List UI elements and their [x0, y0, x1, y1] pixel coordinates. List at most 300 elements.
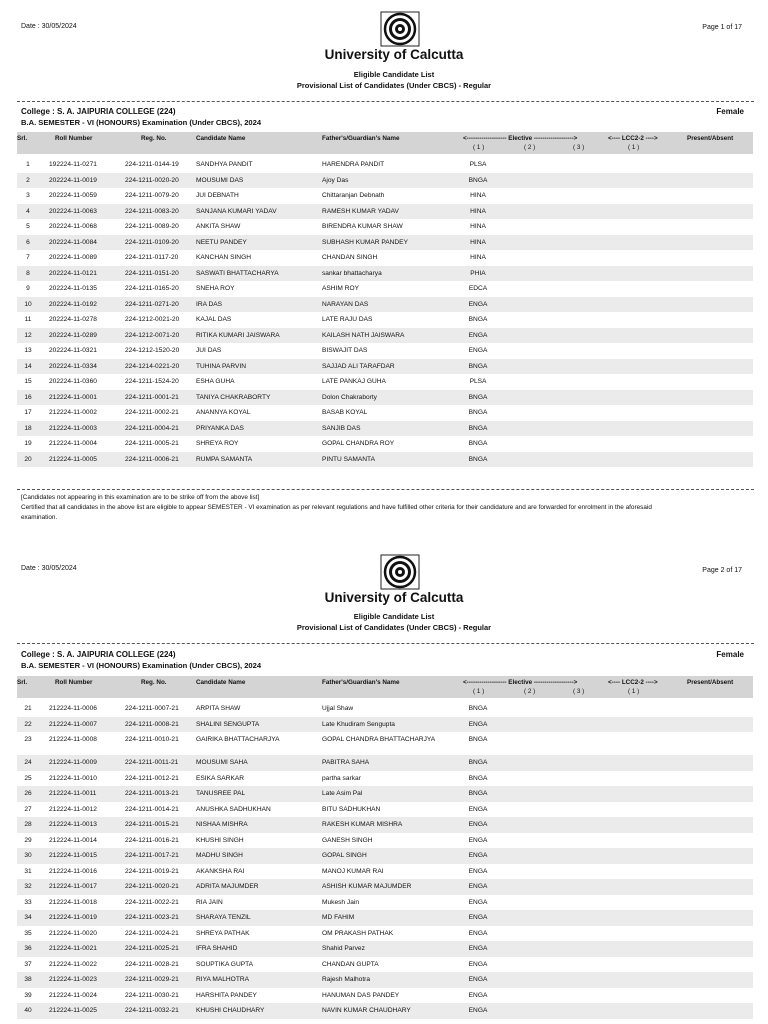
candidate-name-cell: JUI DEBNATH: [196, 192, 239, 199]
university-name: University of Calcutta: [324, 47, 464, 62]
guardian-name-cell: GOPAL CHANDRA BHATTACHARJYA: [322, 736, 436, 743]
candidate-name-cell: ANKITA SHAW: [196, 223, 241, 230]
table-row: [17, 312, 753, 328]
table-row: [17, 755, 753, 771]
reg-number-cell: 224-1211-0117-20: [125, 254, 179, 261]
table-header: [17, 676, 753, 698]
header-name: Candidate Name: [196, 135, 246, 142]
roll-number-cell: 202224-11-0059: [49, 192, 97, 199]
reg-number-cell: 224-1211-0013-21: [125, 790, 179, 797]
reg-number-cell: 224-1212-1520-20: [125, 347, 180, 354]
srl-cell: 2: [26, 176, 30, 184]
elective-1-cell: HINA: [470, 223, 486, 230]
candidate-name-cell: ESHA GUHA: [196, 378, 235, 385]
guardian-name-cell: RAMESH KUMAR YADAV: [322, 207, 399, 215]
elective-1-cell: ENGA: [468, 883, 488, 890]
guardian-name-cell: GANESH SINGH: [322, 836, 373, 844]
table-row: [17, 405, 753, 421]
candidate-name-cell: SASWATI BHATTACHARYA: [196, 269, 279, 277]
guardian-name-cell: OM PRAKASH PATHAK: [322, 929, 394, 937]
roll-number-cell: 202224-11-0135: [49, 285, 97, 292]
roll-number-cell: 192224-11-0271: [49, 161, 97, 168]
candidate-name-cell: ADRITA MAJUMDER: [196, 883, 259, 890]
roll-number-cell: 212224-11-0008: [49, 736, 97, 743]
elective-1-cell: BNGA: [468, 455, 488, 463]
elective-1-cell: BNGA: [468, 393, 488, 401]
guardian-name-cell: SANJIB DAS: [322, 424, 361, 432]
reg-number-cell: 224-1211-0019-21: [125, 867, 179, 875]
reg-number-cell: 224-1211-0006-21: [125, 455, 179, 463]
roll-number-cell: 212224-11-0025: [49, 1007, 97, 1014]
reg-number-cell: 224-1211-0017-21: [125, 852, 179, 859]
table-row: [17, 173, 753, 189]
elective-1-cell: ENGA: [468, 821, 488, 828]
roll-number-cell: 212224-11-0021: [49, 945, 97, 952]
reg-number-cell: 224-1211-0020-21: [125, 883, 179, 890]
table-row: [17, 297, 753, 313]
srl-cell: 11: [24, 316, 32, 323]
candidate-name-cell: AKANKSHA RAI: [196, 867, 245, 875]
guardian-name-cell: partha sarkar: [322, 774, 361, 782]
table-row: [17, 421, 753, 437]
table-row: [17, 879, 753, 895]
elective-1-cell: BNGA: [468, 176, 488, 184]
table-row: [17, 802, 753, 818]
header-roll: Roll Number: [55, 135, 93, 142]
guardian-name-cell: SUBHASH KUMAR PANDEY: [322, 238, 408, 246]
reg-number-cell: 224-1211-0271-20: [125, 300, 179, 308]
srl-cell: 3: [26, 192, 30, 199]
list-title: Eligible Candidate List: [353, 70, 435, 79]
table-row: [17, 219, 753, 235]
srl-cell: 26: [24, 790, 32, 797]
reg-number-cell: 224-1211-0032-21: [125, 1007, 179, 1014]
reg-number-cell: 224-1211-0012-21: [125, 774, 179, 782]
candidate-name-cell: KAJAL DAS: [196, 316, 232, 323]
table-row: [17, 957, 753, 973]
elective-1-cell: BNGA: [468, 440, 488, 447]
guardian-name-cell: ASHIM ROY: [322, 285, 360, 292]
roll-number-cell: 212224-11-0013: [49, 821, 97, 828]
candidate-name-cell: MADHU SINGH: [196, 852, 243, 859]
guardian-name-cell: CHANDAN SINGH: [322, 254, 378, 261]
elective-1-cell: ENGA: [468, 331, 488, 339]
roll-number-cell: 202224-11-0334: [49, 362, 97, 370]
roll-number-cell: 212224-11-0011: [49, 790, 97, 797]
table-row: [17, 717, 753, 733]
reg-number-cell: 224-1211-0016-21: [125, 836, 179, 844]
table-row: [17, 732, 753, 755]
srl-cell: 12: [24, 331, 32, 339]
srl-cell: 21: [24, 705, 32, 712]
candidate-name-cell: ESIKA SARKAR: [196, 774, 245, 782]
separator: [17, 643, 754, 644]
elective-1-cell: ENGA: [468, 720, 488, 728]
candidate-name-cell: GAIRIKA BHATTACHARJYA: [196, 736, 280, 743]
table-row: [17, 250, 753, 266]
candidate-name-cell: RIYA MALHOTRA: [196, 976, 250, 983]
srl-cell: 4: [26, 207, 30, 215]
candidate-name-cell: SHALINI SENGUPTA: [196, 720, 260, 728]
header-name: Candidate Name: [196, 679, 246, 686]
roll-number-cell: 202224-11-0321: [49, 347, 97, 354]
guardian-name-cell: BITU SADHUKHAN: [322, 805, 381, 813]
roll-number-cell: 212224-11-0016: [49, 867, 97, 875]
header-father: Father's/Guardian's Name: [322, 135, 400, 142]
roll-number-cell: 212224-11-0020: [49, 929, 97, 937]
srl-cell: 15: [24, 378, 32, 385]
header-elective-3: ( 3 ): [573, 144, 585, 151]
elective-1-cell: ENGA: [468, 991, 488, 999]
gender-label: Female: [716, 107, 744, 116]
header-present-absent: Present/Absent: [687, 135, 734, 142]
srl-cell: 13: [24, 347, 32, 354]
guardian-name-cell: MANOJ KUMAR RAI: [322, 867, 384, 875]
elective-1-cell: BNGA: [468, 316, 488, 323]
table-row: [17, 988, 753, 1004]
reg-number-cell: 224-1211-0022-21: [125, 898, 179, 906]
elective-1-cell: ENGA: [468, 852, 488, 859]
srl-cell: 14: [24, 362, 32, 370]
table-row: [17, 204, 753, 220]
page-2: [0, 552, 768, 1024]
srl-cell: 37: [24, 960, 32, 968]
reg-number-cell: 224-1211-1524-20: [125, 378, 179, 385]
elective-1-cell: HINA: [470, 207, 486, 215]
srl-cell: 1: [26, 161, 30, 168]
reg-number-cell: 224-1211-0005-21: [125, 440, 179, 447]
university-name: University of Calcutta: [324, 590, 464, 605]
roll-number-cell: 212224-11-0022: [49, 960, 97, 968]
reg-number-cell: 224-1212-0021-20: [125, 316, 180, 323]
roll-number-cell: 212224-11-0002: [49, 409, 97, 416]
reg-number-cell: 224-1211-0028-21: [125, 960, 179, 968]
elective-1-cell: ENGA: [468, 960, 488, 968]
guardian-name-cell: Mukesh Jain: [322, 898, 360, 906]
roll-number-cell: 212224-11-0023: [49, 976, 97, 983]
roll-number-cell: 212224-11-0017: [49, 883, 97, 890]
elective-1-cell: HINA: [470, 238, 486, 246]
roll-number-cell: 202224-11-0089: [49, 254, 97, 261]
guardian-name-cell: CHANDAN GUPTA: [322, 960, 379, 968]
candidate-name-cell: MOUSUMI DAS: [196, 176, 244, 184]
candidate-name-cell: MOUSUMI SAHA: [196, 759, 248, 766]
guardian-name-cell: Chittaranjan Debnath: [322, 192, 385, 199]
list-subtitle: Provisional List of Candidates (Under CBCS) - Regular: [296, 623, 492, 632]
header-lcc: <---- LCC2-2 ---->: [608, 679, 658, 686]
header-lcc: <---- LCC2-2 ---->: [608, 135, 658, 142]
elective-1-cell: HINA: [470, 192, 486, 199]
srl-cell: 38: [24, 976, 32, 983]
exam-title: B.A. SEMESTER - VI (HONOURS) Examination (Under CBCS), 2024: [21, 118, 262, 127]
reg-number-cell: 224-1211-0004-21: [125, 424, 179, 432]
elective-1-cell: ENGA: [468, 805, 488, 813]
table-row: [17, 1003, 753, 1019]
table-header: [17, 132, 753, 154]
reg-number-cell: 224-1211-0015-21: [125, 821, 179, 828]
certification-text: Certified that all candidates in the above list are eligible to appear SEMESTER - VI examination as per relevant regulations and have fulfilled other criteria for their candidature and are forwarded for enrolment in the aforesaid examination.: [21, 504, 652, 521]
roll-number-cell: 212224-11-0012: [49, 805, 97, 813]
roll-number-cell: 202224-11-0192: [49, 300, 97, 308]
roll-number-cell: 212224-11-0009: [49, 759, 97, 766]
elective-1-cell: ENGA: [468, 898, 488, 906]
guardian-name-cell: Dolon Chakraborty: [322, 393, 377, 401]
roll-number-cell: 212224-11-0004: [49, 440, 97, 447]
srl-cell: 31: [24, 867, 32, 875]
elective-1-cell: ENGA: [468, 929, 488, 937]
roll-number-cell: 212224-11-0010: [49, 774, 97, 782]
table-row: [17, 848, 753, 864]
reg-number-cell: 224-1211-0144-19: [125, 161, 179, 168]
roll-number-cell: 202224-11-0360: [49, 378, 97, 385]
university-seal-icon: [380, 11, 420, 47]
list-title: Eligible Candidate List: [353, 612, 435, 621]
reg-number-cell: 224-1211-0020-20: [125, 176, 179, 184]
reg-number-cell: 224-1211-0030-21: [125, 991, 179, 999]
guardian-name-cell: LATE PANKAJ GUHA: [322, 378, 386, 385]
reg-number-cell: 224-1214-0221-20: [125, 362, 180, 370]
candidate-name-cell: SOUPTIKA GUPTA: [196, 960, 254, 968]
header-reg: Reg. No.: [141, 135, 167, 142]
separator: [17, 489, 754, 490]
table-row: [17, 910, 753, 926]
guardian-name-cell: Shahid Parvez: [322, 945, 365, 952]
elective-1-cell: BNGA: [468, 409, 488, 416]
roll-number-cell: 202224-11-0068: [49, 223, 97, 230]
reg-number-cell: 224-1211-0025-21: [125, 945, 179, 952]
guardian-name-cell: SAJJAD ALI TARAFDAR: [322, 362, 395, 370]
guardian-name-cell: BIRENDRA KUMAR SHAW: [322, 223, 403, 230]
roll-number-cell: 202224-11-0289: [49, 331, 97, 339]
elective-1-cell: ENGA: [468, 347, 488, 354]
guardian-name-cell: NAVIN KUMAR CHAUDHARY: [322, 1007, 411, 1014]
srl-cell: 36: [24, 945, 32, 952]
candidate-name-cell: SANJANA KUMARI YADAV: [196, 207, 277, 215]
table-row: [17, 157, 753, 173]
guardian-name-cell: GOPAL SINGH: [322, 852, 367, 859]
candidate-name-cell: HARSHITA PANDEY: [196, 991, 257, 999]
table-row: [17, 771, 753, 787]
candidate-name-cell: SHREYA ROY: [196, 440, 239, 447]
reg-number-cell: 224-1211-0010-21: [125, 736, 179, 743]
candidate-name-cell: SHREYA PATHAK: [196, 929, 250, 937]
roll-number-cell: 212224-11-0001: [49, 393, 97, 401]
elective-1-cell: HINA: [470, 254, 486, 261]
header-srl: Srl.: [17, 135, 28, 142]
header-father: Father's/Guardian's Name: [322, 679, 400, 686]
elective-1-cell: BNGA: [468, 705, 488, 712]
elective-1-cell: ENGA: [468, 300, 488, 308]
roll-number-cell: 202224-11-0063: [49, 207, 97, 215]
srl-cell: 34: [24, 914, 32, 921]
candidate-name-cell: IFRA SHAHID: [196, 945, 238, 952]
list-subtitle: Provisional List of Candidates (Under CBCS) - Regular: [296, 81, 492, 90]
guardian-name-cell: BISWAJIT DAS: [322, 347, 368, 354]
roll-number-cell: 212224-11-0018: [49, 898, 97, 906]
elective-1-cell: ENGA: [468, 836, 488, 844]
print-date: Date : 30/05/2024: [21, 23, 77, 30]
candidate-name-cell: SHARAYA TENZIL: [196, 914, 251, 921]
roll-number-cell: 212224-11-0014: [49, 836, 97, 844]
reg-number-cell: 224-1212-0071-20: [125, 331, 180, 339]
guardian-name-cell: GOPAL CHANDRA ROY: [322, 440, 395, 447]
table-row: [17, 436, 753, 452]
srl-cell: 25: [24, 774, 32, 782]
srl-cell: 6: [26, 238, 30, 246]
gender-label: Female: [716, 650, 744, 659]
elective-1-cell: ENGA: [468, 976, 488, 983]
candidate-name-cell: SANDHYA PANDIT: [196, 161, 253, 168]
table-row: [17, 281, 753, 297]
header-elective-2: ( 2 ): [524, 688, 536, 695]
candidate-name-cell: RIA JAIN: [196, 898, 223, 906]
table-row: [17, 452, 753, 468]
header-elective-3: ( 3 ): [573, 688, 585, 695]
header-elective: <------------------- Elective ------------------->: [463, 679, 578, 686]
table-row: [17, 328, 753, 344]
candidate-name-cell: PRIYANKA DAS: [196, 424, 244, 432]
university-seal-icon: [380, 554, 420, 590]
candidate-name-cell: JUI DAS: [196, 347, 222, 354]
guardian-name-cell: PABITRA SAHA: [322, 759, 370, 766]
reg-number-cell: 224-1211-0109-20: [125, 238, 179, 246]
elective-1-cell: BNGA: [468, 759, 488, 766]
header-srl: Srl.: [17, 679, 28, 686]
candidate-name-cell: TANUSREE PAL: [196, 790, 246, 797]
footer-note: [Candidates not appearing in this examination are to be strike off from the above list]: [21, 494, 260, 501]
srl-cell: 35: [24, 929, 32, 937]
reg-number-cell: 224-1211-0029-21: [125, 976, 179, 983]
header-present-absent: Present/Absent: [687, 679, 734, 686]
roll-number-cell: 202224-11-0121: [49, 269, 97, 277]
srl-cell: 30: [24, 852, 32, 859]
elective-1-cell: ENGA: [468, 914, 488, 921]
srl-cell: 8: [26, 269, 30, 277]
srl-cell: 7: [26, 254, 30, 261]
table-row: [17, 786, 753, 802]
roll-number-cell: 212224-11-0006: [49, 705, 97, 712]
reg-number-cell: 224-1211-0008-21: [125, 720, 179, 728]
srl-cell: 28: [24, 821, 32, 828]
table-row: [17, 266, 753, 282]
table-row: [17, 926, 753, 942]
reg-number-cell: 224-1211-0151-20: [125, 269, 179, 277]
srl-cell: 33: [24, 898, 32, 906]
guardian-name-cell: BASAB KOYAL: [322, 409, 368, 416]
table-row: [17, 343, 753, 359]
page-number: Page 1 of 17: [702, 24, 742, 31]
candidate-name-cell: SNEHA ROY: [196, 285, 235, 292]
table-row: [17, 235, 753, 251]
guardian-name-cell: Ujjal Shaw: [322, 705, 354, 712]
srl-cell: 39: [24, 991, 32, 999]
reg-number-cell: 224-1211-0011-21: [125, 759, 179, 766]
candidate-table: [17, 157, 753, 467]
table-row: [17, 833, 753, 849]
table-row: [17, 359, 753, 375]
exam-title: B.A. SEMESTER - VI (HONOURS) Examination (Under CBCS), 2024: [21, 661, 262, 670]
table-row: [17, 374, 753, 390]
header-reg: Reg. No.: [141, 679, 167, 686]
elective-1-cell: BNGA: [468, 424, 488, 432]
roll-number-cell: 212224-11-0024: [49, 991, 97, 999]
print-date: Date : 30/05/2024: [21, 565, 77, 572]
elective-1-cell: EDCA: [468, 285, 488, 292]
srl-cell: 23: [24, 736, 32, 743]
candidate-name-cell: TANIYA CHAKRABORTY: [196, 393, 271, 401]
guardian-name-cell: HANUMAN DAS PANDEY: [322, 991, 400, 999]
candidate-name-cell: RUMPA SAMANTA: [196, 455, 253, 463]
srl-cell: 17: [24, 409, 32, 416]
header-elective-1: ( 1 ): [473, 688, 485, 695]
guardian-name-cell: sankar bhattacharya: [322, 269, 382, 277]
table-row: [17, 701, 753, 717]
table-row: [17, 188, 753, 204]
elective-1-cell: ENGA: [468, 945, 488, 952]
header-roll: Roll Number: [55, 679, 93, 686]
header-elective-2: ( 2 ): [524, 144, 536, 151]
guardian-name-cell: ASHISH KUMAR MAJUMDER: [322, 883, 412, 890]
srl-cell: 29: [24, 836, 32, 844]
elective-1-cell: BNGA: [468, 736, 488, 743]
header-lcc-1: ( 1 ): [628, 688, 640, 695]
table-row: [17, 390, 753, 406]
srl-cell: 9: [26, 285, 30, 292]
roll-number-cell: 202224-11-0278: [49, 316, 97, 323]
table-row: [17, 817, 753, 833]
candidate-name-cell: IRA DAS: [196, 300, 223, 308]
guardian-name-cell: MD FAHIM: [322, 914, 355, 921]
candidate-name-cell: ANANNYA KOYAL: [196, 409, 251, 416]
candidate-name-cell: NEETU PANDEY: [196, 238, 247, 246]
guardian-name-cell: LATE RAJU DAS: [322, 316, 373, 323]
guardian-name-cell: Ajoy Das: [322, 176, 349, 184]
reg-number-cell: 224-1211-0083-20: [125, 207, 179, 215]
guardian-name-cell: Late Khudiram Sengupta: [322, 720, 395, 728]
elective-1-cell: BNGA: [468, 790, 488, 797]
reg-number-cell: 224-1211-0001-21: [125, 393, 179, 401]
header-elective: <------------------- Elective ------------------->: [463, 135, 578, 142]
header-elective-1: ( 1 ): [473, 144, 485, 151]
roll-number-cell: 212224-11-0019: [49, 914, 97, 921]
candidate-name-cell: NISHAA MISHRA: [196, 821, 248, 828]
srl-cell: 40: [24, 1007, 32, 1014]
candidate-name-cell: KANCHAN SINGH: [196, 254, 251, 261]
header-lcc-1: ( 1 ): [628, 144, 640, 151]
candidate-name-cell: KHUSHI CHAUDHARY: [196, 1007, 265, 1014]
table-row: [17, 941, 753, 957]
guardian-name-cell: HARENDRA PANDIT: [322, 161, 385, 168]
candidate-name-cell: KHUSHI SINGH: [196, 836, 244, 844]
roll-number-cell: 202224-11-0019: [49, 176, 97, 184]
roll-number-cell: 212224-11-0003: [49, 424, 97, 432]
roll-number-cell: 212224-11-0005: [49, 455, 97, 463]
reg-number-cell: 224-1211-0007-21: [125, 705, 179, 712]
srl-cell: 10: [24, 300, 32, 308]
roll-number-cell: 212224-11-0007: [49, 720, 97, 728]
srl-cell: 19: [24, 440, 32, 447]
reg-number-cell: 224-1211-0165-20: [125, 285, 179, 292]
reg-number-cell: 224-1211-0002-21: [125, 409, 179, 416]
elective-1-cell: ENGA: [468, 867, 488, 875]
college-name: College : S. A. JAIPURIA COLLEGE (224): [21, 107, 176, 116]
candidate-name-cell: ANUSHKA SADHUKHAN: [196, 805, 271, 813]
roll-number-cell: 202224-11-0084: [49, 238, 97, 246]
srl-cell: 27: [24, 805, 32, 813]
reg-number-cell: 224-1211-0014-21: [125, 805, 179, 813]
table-row: [17, 972, 753, 988]
roll-number-cell: 212224-11-0015: [49, 852, 97, 859]
